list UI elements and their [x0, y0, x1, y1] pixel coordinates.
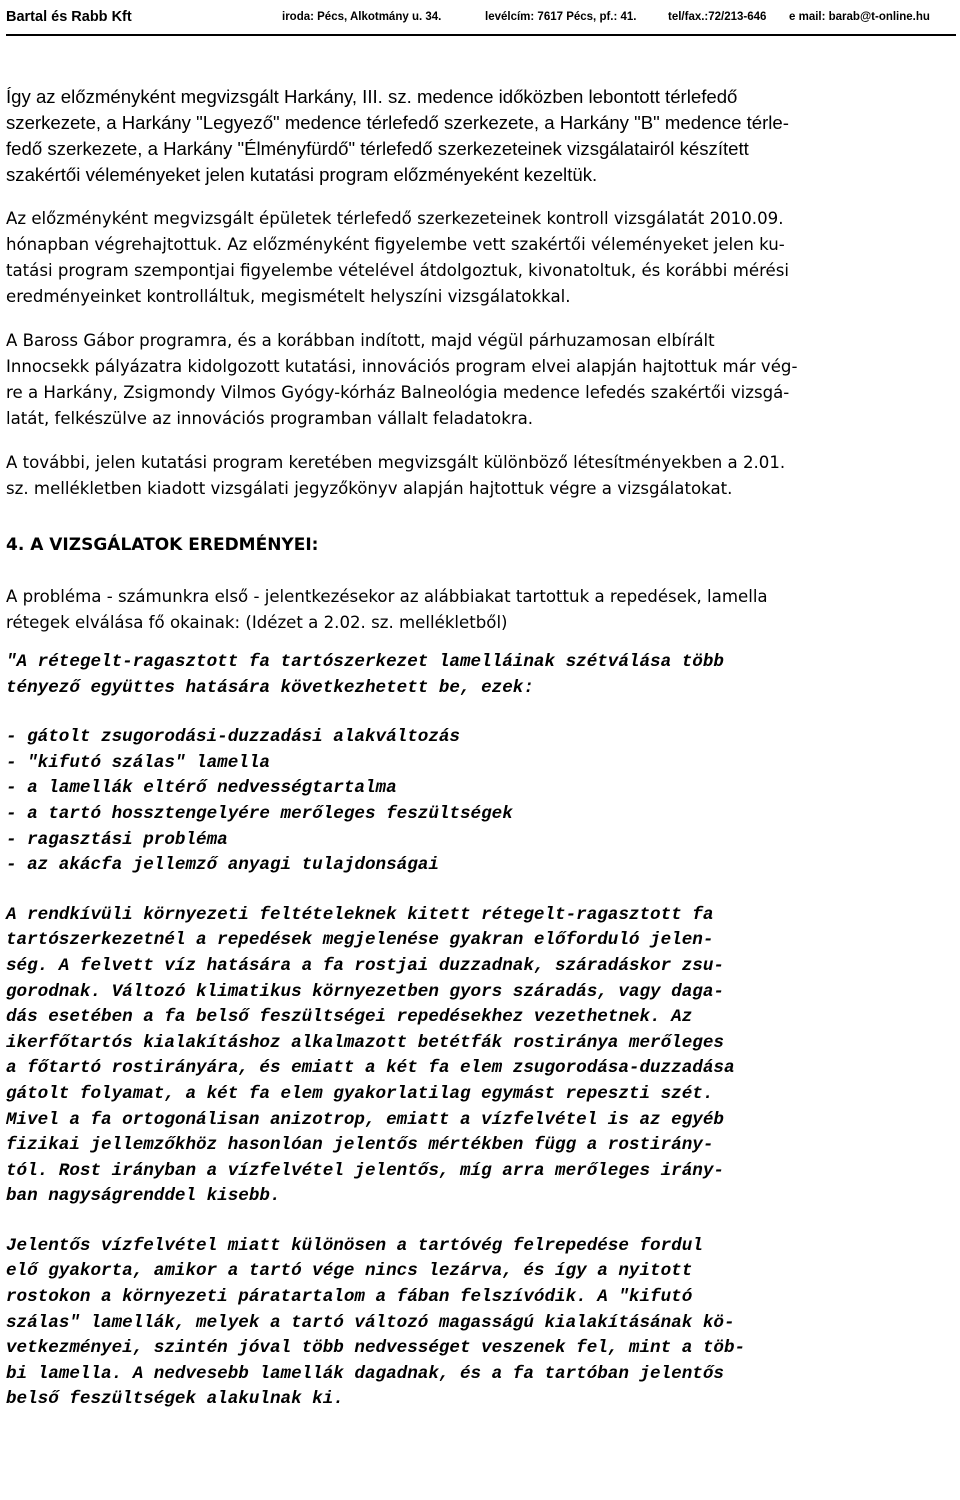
text-line: elő gyakorta, amikor a tartó vége nincs lezárva, és így a nyitott [6, 1261, 693, 1282]
text-line: A rendkívüli környezeti feltételeknek kitett rétegelt-ragasztott fa [6, 904, 714, 925]
text-line: gorodnak. Változó klimatikus környezetben gyors száradás, vagy daga- [6, 981, 724, 1002]
list-item: - az akácfa jellemző anyagi tulajdonságai [6, 855, 439, 876]
quote-paragraph-2 [6, 1234, 952, 1413]
text-line: Az előzményként megvizsgált épületek térlefedő szerkezeteinek kontroll vizsgálatát 2010.09. [6, 209, 784, 228]
text-line: A probléma - számunkra első - jelentkezésekor az alábbiakat tartottuk a repedések, lamella [6, 587, 768, 606]
text-line: szakértői véleményeket jelen kutatási program előzményeként kezeltük. [6, 164, 598, 185]
text-line: fizikai jellemzőkhöz hasonlóan jelentős mértékben függ a rostirány- [6, 1135, 714, 1156]
text-line: Innocsekk pályázatra kidolgozott kutatási, innovációs program elvei alapján hajtottuk már vég- [6, 357, 798, 376]
text-line: belső feszültségek alakulnak ki. [6, 1389, 344, 1410]
text-line: A Baross Gábor programra, és a korábban indított, majd végül párhuzamosan elbírált [6, 331, 715, 350]
text-line: Jelentős vízfelvétel miatt különösen a tartóvég felrepedése fordul [6, 1235, 703, 1256]
text-line: tényező együttes hatására következhetett be, ezek: [6, 677, 534, 698]
facilities-paragraph [6, 450, 952, 502]
text-line: fedő szerkezete, a Harkány "Élményfürdő" térlefedő szerkezeteinek vizsgálatairól készített [6, 138, 749, 159]
control-inspection-paragraph [6, 206, 952, 310]
text-line: rostokon a környezeti páratartalom a fában felszívódik. A "kifutó [6, 1287, 693, 1308]
text-line: latát, felkészülve az innovációs programban vállalt feladatokra. [6, 409, 534, 428]
text-line: Mivel a fa ortogonálisan anizotrop, emiatt a vízfelvétel is az egyéb [6, 1109, 724, 1130]
quote-intro [6, 650, 952, 701]
factor-list [6, 725, 952, 879]
text-line: tatási program szempontjai figyelembe vételével átdolgoztuk, kivonatoltuk, és korábbi mérési [6, 261, 789, 280]
text-line: szálas" lamellák, melyek a tartó változó magasságú kialakításának kö- [6, 1312, 735, 1333]
postal-address: levélcím: 7617 Pécs, pf.: 41. [485, 11, 637, 23]
list-item: - "kifutó szálas" lamella [6, 752, 270, 773]
header-divider [6, 34, 956, 36]
quote-paragraph-1 [6, 903, 952, 1210]
document-body [6, 84, 952, 1413]
text-line: szerkezete, a Harkány "Legyező" medence térlefedő szerkezete, a Harkány "B" medence térle- [6, 112, 789, 133]
text-line: A további, jelen kutatási program keretében megvizsgált különböző létesítményekben a 2.01. [6, 453, 786, 472]
text-line: a főtartó rostirányára, és emiatt a két fa elem zsugorodása-duzzadása [6, 1058, 735, 1079]
page-header [0, 0, 960, 38]
program-paragraph [6, 328, 952, 432]
text-line: vetkezményei, szintén jóval több nedvességet veszenek fel, mint a töb- [6, 1338, 746, 1359]
list-item: - ragasztási probléma [6, 829, 228, 850]
text-line: eredményeinket kontrolláltuk, megismételt helyszíni vizsgálatokkal. [6, 287, 571, 306]
text-line: tartószerkezetnél a repedések megjelenése gyakran előforduló jelen- [6, 930, 714, 951]
text-line: rétegek elválása fő okainak: (Idézet a 2.02. sz. mellékletből) [6, 613, 508, 632]
text-line: dás esetében a fa belső feszültségei repedésekhez vezethetnek. Az [6, 1007, 693, 1028]
text-line: "A rétegelt-ragasztott fa tartószerkezet lamelláinak szétválása több [6, 652, 724, 672]
section-heading: 4. A VIZSGÁLATOK EREDMÉNYEI: [6, 535, 319, 555]
list-item: - gátolt zsugorodási-duzzadási alakváltozás [6, 727, 460, 748]
problem-paragraph [6, 584, 952, 636]
text-line: sz. mellékletben kiadott vizsgálati jegyzőkönyv alapján hajtottuk végre a vizsgálatokat. [6, 479, 733, 498]
text-line: ség. A felvett víz hatására a fa rostjai duzzadnak, száradáskor zsu- [6, 955, 724, 976]
text-line: ikerfőtartós kialakításhoz alkalmazott betétfák rostiránya merőleges [6, 1032, 724, 1053]
text-line: ban nagyságrenddel kisebb. [6, 1186, 281, 1207]
company-name: Bartal és Rabb Kft [6, 9, 132, 25]
phone-fax: tel/fax.:72/213-646 [668, 11, 767, 23]
text-line: tól. Rost irányban a vízfelvétel jelentős, míg arra merőleges irány- [6, 1160, 724, 1181]
text-line: bi lamella. A nedvesebb lamellák dagadnak, és a fa tartóban jelentős [6, 1363, 724, 1384]
text-line: hónapban végrehajtottuk. Az előzményként figyelembe vett szakértői véleményeket jelen ku- [6, 235, 785, 254]
email-address: e mail: barab@t-online.hu [789, 11, 930, 23]
list-item: - a lamellák eltérő nedvességtartalma [6, 778, 397, 799]
text-line: re a Harkány, Zsigmondy Vilmos Gyógy-kórház Balneológia medence lefedés szakértői vizsgá- [6, 383, 790, 402]
text-line: Így az előzményként megvizsgált Harkány, III. sz. medence időközben lebontott térlefedő [6, 86, 738, 107]
intro-paragraph [6, 84, 952, 188]
list-item: - a tartó hossztengelyére merőleges feszültségek [6, 803, 513, 824]
office-address: iroda: Pécs, Alkotmány u. 34. [282, 11, 442, 23]
text-line: gátolt folyamat, a két fa elem gyakorlatilag egymást repeszti szét. [6, 1083, 714, 1104]
